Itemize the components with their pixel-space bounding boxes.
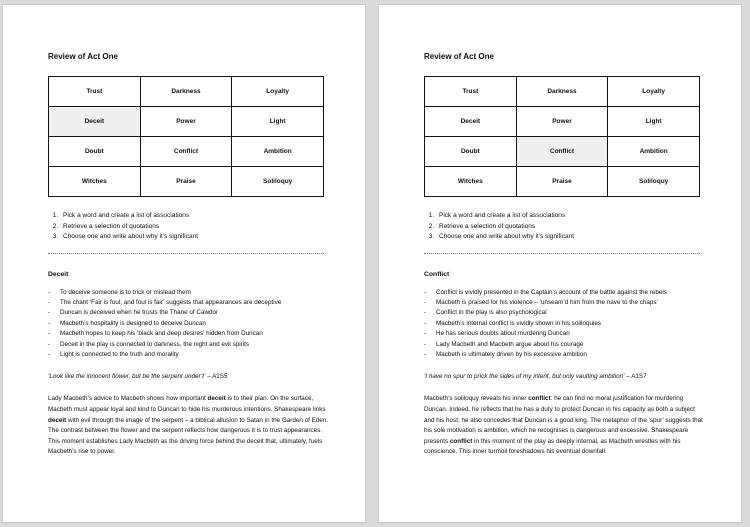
task-item: 1. Pick a word and create a list of associations xyxy=(60,211,332,222)
page-title: Review of Act One xyxy=(424,52,494,61)
quote-text: ‘Look like the innocent flower, but be the serpent under’t’ xyxy=(48,373,206,381)
association-item: - Lady Macbeth and Macbeth argue about his courage xyxy=(424,340,584,348)
association-item: - Duncan is deceived when he trusts the Thane of Cawdor xyxy=(48,309,219,317)
section-title: Deceit xyxy=(48,270,69,278)
task-item: 1. Pick a word and create a list of associations xyxy=(436,211,708,222)
grid-cell-ambition: Ambition xyxy=(232,137,324,167)
page-right xyxy=(378,4,742,523)
association-item: - Deceit in the play is connected to darkness, the night and evil spirits xyxy=(48,340,250,348)
association-item: - He has serious doubts about murdering Duncan xyxy=(424,330,570,338)
task-item: 2. Retrieve a selection of quotations xyxy=(436,222,708,233)
grid-cell-praise: Praise xyxy=(516,167,608,197)
task-item: 2. Retrieve a selection of quotations xyxy=(60,222,332,233)
page-content xyxy=(424,51,708,458)
grid-cell-deceit: Deceit xyxy=(49,107,141,137)
grid-cell-light: Light xyxy=(608,107,700,137)
grid-cell-soliloquy: Soliloquy xyxy=(608,167,700,197)
grid-cell-loyalty: Loyalty xyxy=(232,77,324,107)
grid-cell-darkness: Darkness xyxy=(516,77,608,107)
grid-cell-light: Light xyxy=(232,107,324,137)
grid-cell-trust: Trust xyxy=(49,77,141,107)
grid-cell-power: Power xyxy=(140,107,232,137)
association-list xyxy=(424,288,708,361)
dotted-divider xyxy=(48,253,324,254)
grid-cell-conflict: Conflict xyxy=(140,137,232,167)
grid-cell-darkness: Darkness xyxy=(140,77,232,107)
quote-reference: – A1S7 xyxy=(624,373,647,381)
association-item: - Macbeth is praised for his violence – ‘unseam’d him from the nave to the chaps’ xyxy=(424,298,658,306)
quotation xyxy=(424,372,708,382)
grid-cell-doubt: Doubt xyxy=(49,137,141,167)
association-item: - Conflict in the play is also psychological xyxy=(424,309,547,317)
dotted-divider xyxy=(424,253,700,254)
task-item: 3. Choose one and write about why it’s significant xyxy=(436,232,708,243)
task-list xyxy=(424,211,708,243)
grid-cell-power: Power xyxy=(516,107,608,137)
association-item: - Light is connected to the truth and morality xyxy=(48,350,179,358)
quote-reference: – A1S5 xyxy=(205,373,228,381)
quote-text: ‘I have no spur to prick the sides of my intent, but only vaulting ambition’ xyxy=(424,373,625,381)
grid-cell-witches: Witches xyxy=(49,167,141,197)
association-item: - The chant ‘Fair is foul, and foul is fair’ suggests that appearances are deceptive xyxy=(48,298,282,306)
grid-cell-conflict: Conflict xyxy=(516,137,608,167)
association-item: - Macbeth is ultimately driven by his excessive ambition xyxy=(424,350,587,358)
association-list xyxy=(48,288,332,361)
page-left xyxy=(2,4,366,523)
task-item: 3. Choose one and write about why it’s significant xyxy=(60,232,332,243)
section-title: Conflict xyxy=(424,270,450,278)
association-item: - Macbeth’s internal conflict is vividly shown in his soliloquies xyxy=(424,319,602,327)
association-item: - Macbeth hopes to keep his ‘black and deep desires’ hidden from Duncan xyxy=(48,330,263,338)
analysis-paragraph: Lady Macbeth’s advice to Macbeth shows how important deceit is to their plan. On the surface, Macbeth must appear loyal and kind to Duncan to hide his murderous intentions. Shakespeare links deceit with evil through the image of the serpent – a biblical allusion to Satan in the Garden of Eden. The contrast between the flower and the serpent reflects how dangerous it is to trust appearances. This moment establishes Lady Macbeth as the driving force behind the deceit that, ultimately, fuels Macbeth’s rise to power. xyxy=(48,395,329,456)
grid-cell-loyalty: Loyalty xyxy=(608,77,700,107)
grid-cell-soliloquy: Soliloquy xyxy=(232,167,324,197)
analysis-paragraph: Macbeth’s soliloquy reveals his inner conflict: he can find no moral justification for murdering Duncan. Indeed, he reflects that he has a duty to protect Duncan in his capacity as both a subject and his host; he also concedes that Duncan is a good king. The metaphor of the ‘spur’ suggests that his sole motivation is ambition, which he recognises is dangerous and excessive. Shakespeare presents conflict in this moment of the play as deeply internal, as Macbeth wrestles with his conscience. This inner turmoil foreshadows his eventual downfall. xyxy=(424,395,703,456)
grid-cell-praise: Praise xyxy=(140,167,232,197)
association-item: - Macbeth’s hospitality is designed to deceive Duncan xyxy=(48,319,206,327)
grid-cell-trust: Trust xyxy=(425,77,517,107)
grid-cell-doubt: Doubt xyxy=(425,137,517,167)
association-item: - To deceive someone is to trick or mislead them xyxy=(48,288,191,296)
grid-cell-deceit: Deceit xyxy=(425,107,517,137)
word-grid xyxy=(48,76,324,197)
page-content xyxy=(48,51,332,458)
word-grid xyxy=(424,76,700,197)
grid-cell-ambition: Ambition xyxy=(608,137,700,167)
task-list xyxy=(48,211,332,243)
association-item: - Conflict is vividly presented in the Captain’s account of the battle against the rebels xyxy=(424,288,667,296)
page-title: Review of Act One xyxy=(48,52,118,61)
grid-cell-witches: Witches xyxy=(425,167,517,197)
quotation xyxy=(48,372,332,382)
